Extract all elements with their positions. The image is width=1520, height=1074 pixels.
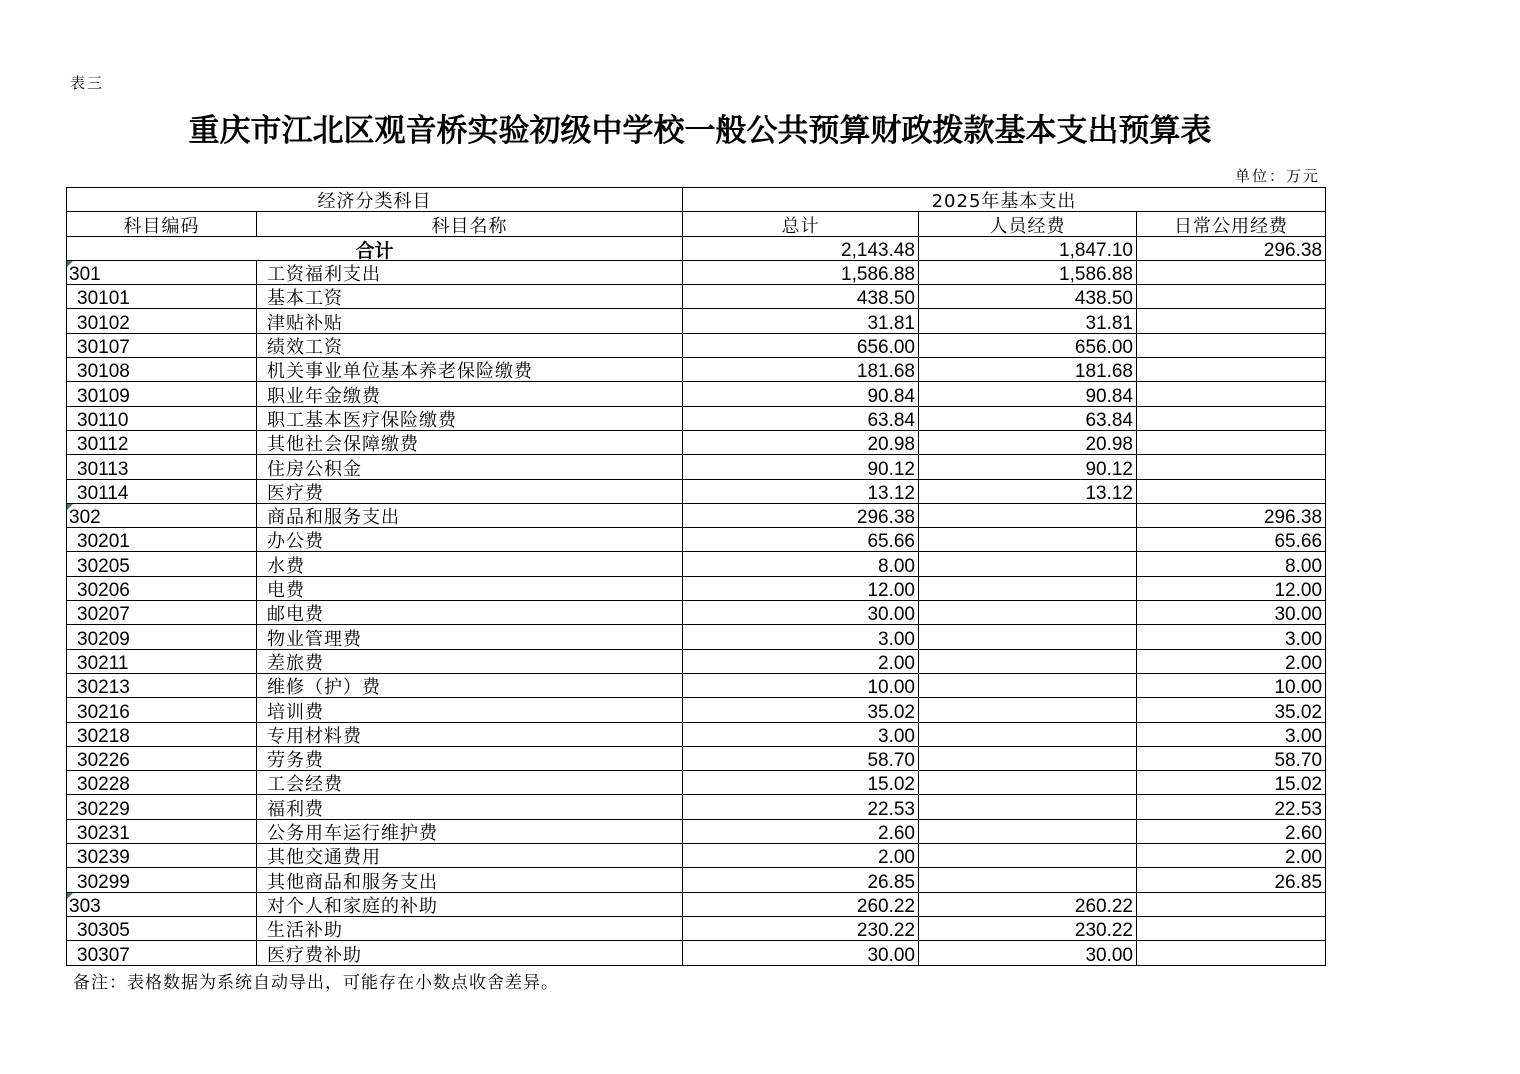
row-name: 住房公积金 xyxy=(257,455,683,479)
row-personnel xyxy=(919,649,1137,673)
row-code: 30102 xyxy=(67,309,257,333)
row-code: 30206 xyxy=(67,576,257,600)
page-title: 重庆市江北区观音桥实验初级中学校一般公共预算财政拨款基本支出预算表 xyxy=(188,113,1212,149)
table-label: 表三 xyxy=(70,74,105,92)
row-personnel xyxy=(919,795,1137,819)
row-total: 20.98 xyxy=(683,430,919,454)
row-name: 工资福利支出 xyxy=(257,260,683,284)
row-name: 差旅费 xyxy=(257,649,683,673)
header-year-group: 2025年基本支出 xyxy=(683,188,1326,212)
table-row xyxy=(67,601,1326,625)
header-name: 科目名称 xyxy=(257,212,683,236)
row-total: 260.22 xyxy=(683,892,919,916)
total-sum: 2,143.48 xyxy=(683,236,919,260)
row-personnel xyxy=(919,625,1137,649)
row-public: 3.00 xyxy=(1137,625,1326,649)
row-personnel: 90.12 xyxy=(919,455,1137,479)
row-name: 水费 xyxy=(257,552,683,576)
row-name: 维修（护）费 xyxy=(257,673,683,697)
row-personnel: 20.98 xyxy=(919,430,1137,454)
row-public xyxy=(1137,260,1326,284)
row-total: 10.00 xyxy=(683,673,919,697)
row-name: 福利费 xyxy=(257,795,683,819)
row-personnel xyxy=(919,868,1137,892)
total-personnel: 1,847.10 xyxy=(919,236,1137,260)
header-econ-group: 经济分类科目 xyxy=(67,188,683,212)
row-name: 专用材料费 xyxy=(257,722,683,746)
row-code: 30216 xyxy=(67,698,257,722)
row-name: 医疗费 xyxy=(257,479,683,503)
row-name: 机关事业单位基本养老保险缴费 xyxy=(257,358,683,382)
row-public xyxy=(1137,430,1326,454)
table-row xyxy=(67,455,1326,479)
row-personnel xyxy=(919,698,1137,722)
row-code: 30113 xyxy=(67,455,257,479)
row-public: 8.00 xyxy=(1137,552,1326,576)
row-public: 58.70 xyxy=(1137,746,1326,770)
total-row xyxy=(67,236,1326,260)
header-group-row xyxy=(67,188,1326,212)
unit-label: 单位：万元 xyxy=(1234,167,1320,185)
row-name: 基本工资 xyxy=(257,285,683,309)
row-personnel: 181.68 xyxy=(919,358,1137,382)
row-public: 2.00 xyxy=(1137,844,1326,868)
row-public: 10.00 xyxy=(1137,673,1326,697)
row-name: 其他社会保障缴费 xyxy=(257,430,683,454)
row-public xyxy=(1137,309,1326,333)
row-public: 296.38 xyxy=(1137,503,1326,527)
row-code: 30107 xyxy=(67,333,257,357)
row-personnel xyxy=(919,819,1137,843)
total-public: 296.38 xyxy=(1137,236,1326,260)
row-total: 181.68 xyxy=(683,358,919,382)
row-code: 30112 xyxy=(67,430,257,454)
table-row xyxy=(67,819,1326,843)
row-personnel xyxy=(919,673,1137,697)
row-total: 35.02 xyxy=(683,698,919,722)
row-personnel xyxy=(919,601,1137,625)
header-column-row xyxy=(67,212,1326,236)
table-row xyxy=(67,503,1326,527)
table-row xyxy=(67,722,1326,746)
table-row xyxy=(67,746,1326,770)
row-code: 30299 xyxy=(67,868,257,892)
row-total: 22.53 xyxy=(683,795,919,819)
row-total: 2.00 xyxy=(683,844,919,868)
row-code: 301 xyxy=(67,260,257,284)
table-row xyxy=(67,552,1326,576)
row-personnel: 1,586.88 xyxy=(919,260,1137,284)
row-personnel: 656.00 xyxy=(919,333,1137,357)
row-name: 物业管理费 xyxy=(257,625,683,649)
row-code: 30114 xyxy=(67,479,257,503)
row-personnel: 31.81 xyxy=(919,309,1137,333)
row-public xyxy=(1137,916,1326,940)
row-public: 3.00 xyxy=(1137,722,1326,746)
row-public: 2.60 xyxy=(1137,819,1326,843)
row-name: 其他交通费用 xyxy=(257,844,683,868)
row-public: 15.02 xyxy=(1137,771,1326,795)
row-code: 30226 xyxy=(67,746,257,770)
row-personnel xyxy=(919,576,1137,600)
row-total: 296.38 xyxy=(683,503,919,527)
row-name: 对个人和家庭的补助 xyxy=(257,892,683,916)
row-total: 65.66 xyxy=(683,528,919,552)
row-code: 30209 xyxy=(67,625,257,649)
row-code: 30110 xyxy=(67,406,257,430)
row-total: 3.00 xyxy=(683,722,919,746)
row-code: 30231 xyxy=(67,819,257,843)
row-public: 30.00 xyxy=(1137,601,1326,625)
table-row xyxy=(67,795,1326,819)
row-public xyxy=(1137,479,1326,503)
row-total: 30.00 xyxy=(683,941,919,965)
table-row xyxy=(67,406,1326,430)
row-code: 30213 xyxy=(67,673,257,697)
row-name: 办公费 xyxy=(257,528,683,552)
table-row xyxy=(67,479,1326,503)
row-total: 656.00 xyxy=(683,333,919,357)
row-public: 35.02 xyxy=(1137,698,1326,722)
header-code: 科目编码 xyxy=(67,212,257,236)
table-row xyxy=(67,941,1326,965)
table-row xyxy=(67,844,1326,868)
header-total: 总计 xyxy=(683,212,919,236)
table-row xyxy=(67,358,1326,382)
budget-table xyxy=(66,187,1326,966)
row-code: 30108 xyxy=(67,358,257,382)
row-total: 13.12 xyxy=(683,479,919,503)
row-public: 12.00 xyxy=(1137,576,1326,600)
row-public: 22.53 xyxy=(1137,795,1326,819)
row-name: 职业年金缴费 xyxy=(257,382,683,406)
row-code: 30207 xyxy=(67,601,257,625)
row-code: 302 xyxy=(67,503,257,527)
table-row xyxy=(67,333,1326,357)
row-code: 30205 xyxy=(67,552,257,576)
row-name: 工会经费 xyxy=(257,771,683,795)
row-personnel xyxy=(919,528,1137,552)
row-name: 医疗费补助 xyxy=(257,941,683,965)
row-public: 26.85 xyxy=(1137,868,1326,892)
row-code: 30201 xyxy=(67,528,257,552)
row-personnel: 63.84 xyxy=(919,406,1137,430)
row-name: 绩效工资 xyxy=(257,333,683,357)
row-total: 230.22 xyxy=(683,916,919,940)
table-row xyxy=(67,649,1326,673)
table-row xyxy=(67,382,1326,406)
row-code: 30305 xyxy=(67,916,257,940)
row-public xyxy=(1137,358,1326,382)
row-code: 30101 xyxy=(67,285,257,309)
row-total: 63.84 xyxy=(683,406,919,430)
row-total: 31.81 xyxy=(683,309,919,333)
table-row xyxy=(67,260,1326,284)
row-personnel: 260.22 xyxy=(919,892,1137,916)
row-code: 303 xyxy=(67,892,257,916)
row-personnel: 90.84 xyxy=(919,382,1137,406)
row-total: 8.00 xyxy=(683,552,919,576)
row-code: 30109 xyxy=(67,382,257,406)
row-total: 1,586.88 xyxy=(683,260,919,284)
row-name: 生活补助 xyxy=(257,916,683,940)
row-personnel: 438.50 xyxy=(919,285,1137,309)
row-name: 津贴补贴 xyxy=(257,309,683,333)
row-personnel xyxy=(919,844,1137,868)
row-total: 3.00 xyxy=(683,625,919,649)
row-public: 65.66 xyxy=(1137,528,1326,552)
row-public xyxy=(1137,333,1326,357)
row-personnel: 30.00 xyxy=(919,941,1137,965)
row-public xyxy=(1137,455,1326,479)
table-row xyxy=(67,771,1326,795)
row-personnel: 230.22 xyxy=(919,916,1137,940)
row-name: 劳务费 xyxy=(257,746,683,770)
row-public xyxy=(1137,892,1326,916)
header-public: 日常公用经费 xyxy=(1137,212,1326,236)
row-name: 邮电费 xyxy=(257,601,683,625)
table-row xyxy=(67,576,1326,600)
row-code: 30307 xyxy=(67,941,257,965)
row-total: 26.85 xyxy=(683,868,919,892)
row-personnel xyxy=(919,552,1137,576)
table-row xyxy=(67,309,1326,333)
row-code: 30228 xyxy=(67,771,257,795)
row-total: 90.84 xyxy=(683,382,919,406)
row-public xyxy=(1137,941,1326,965)
table-row xyxy=(67,528,1326,552)
row-total: 438.50 xyxy=(683,285,919,309)
row-name: 商品和服务支出 xyxy=(257,503,683,527)
table-row xyxy=(67,698,1326,722)
row-public xyxy=(1137,285,1326,309)
row-name: 培训费 xyxy=(257,698,683,722)
row-name: 电费 xyxy=(257,576,683,600)
row-code: 30229 xyxy=(67,795,257,819)
row-name: 公务用车运行维护费 xyxy=(257,819,683,843)
row-personnel xyxy=(919,771,1137,795)
footnote: 备注：表格数据为系统自动导出，可能存在小数点收舍差异。 xyxy=(73,973,559,993)
row-total: 30.00 xyxy=(683,601,919,625)
row-total: 2.00 xyxy=(683,649,919,673)
row-public: 2.00 xyxy=(1137,649,1326,673)
row-public xyxy=(1137,382,1326,406)
table-row xyxy=(67,868,1326,892)
table-row xyxy=(67,285,1326,309)
row-name: 职工基本医疗保险缴费 xyxy=(257,406,683,430)
row-personnel: 13.12 xyxy=(919,479,1137,503)
total-label: 合计 xyxy=(67,236,683,260)
row-total: 90.12 xyxy=(683,455,919,479)
row-total: 12.00 xyxy=(683,576,919,600)
row-personnel xyxy=(919,722,1137,746)
row-total: 15.02 xyxy=(683,771,919,795)
row-code: 30211 xyxy=(67,649,257,673)
table-row xyxy=(67,625,1326,649)
header-personnel: 人员经费 xyxy=(919,212,1137,236)
table-row xyxy=(67,892,1326,916)
row-total: 58.70 xyxy=(683,746,919,770)
row-public xyxy=(1137,406,1326,430)
row-name: 其他商品和服务支出 xyxy=(257,868,683,892)
row-total: 2.60 xyxy=(683,819,919,843)
row-personnel xyxy=(919,503,1137,527)
row-code: 30218 xyxy=(67,722,257,746)
table-row xyxy=(67,916,1326,940)
row-personnel xyxy=(919,746,1137,770)
table-row xyxy=(67,673,1326,697)
table-row xyxy=(67,430,1326,454)
row-code: 30239 xyxy=(67,844,257,868)
